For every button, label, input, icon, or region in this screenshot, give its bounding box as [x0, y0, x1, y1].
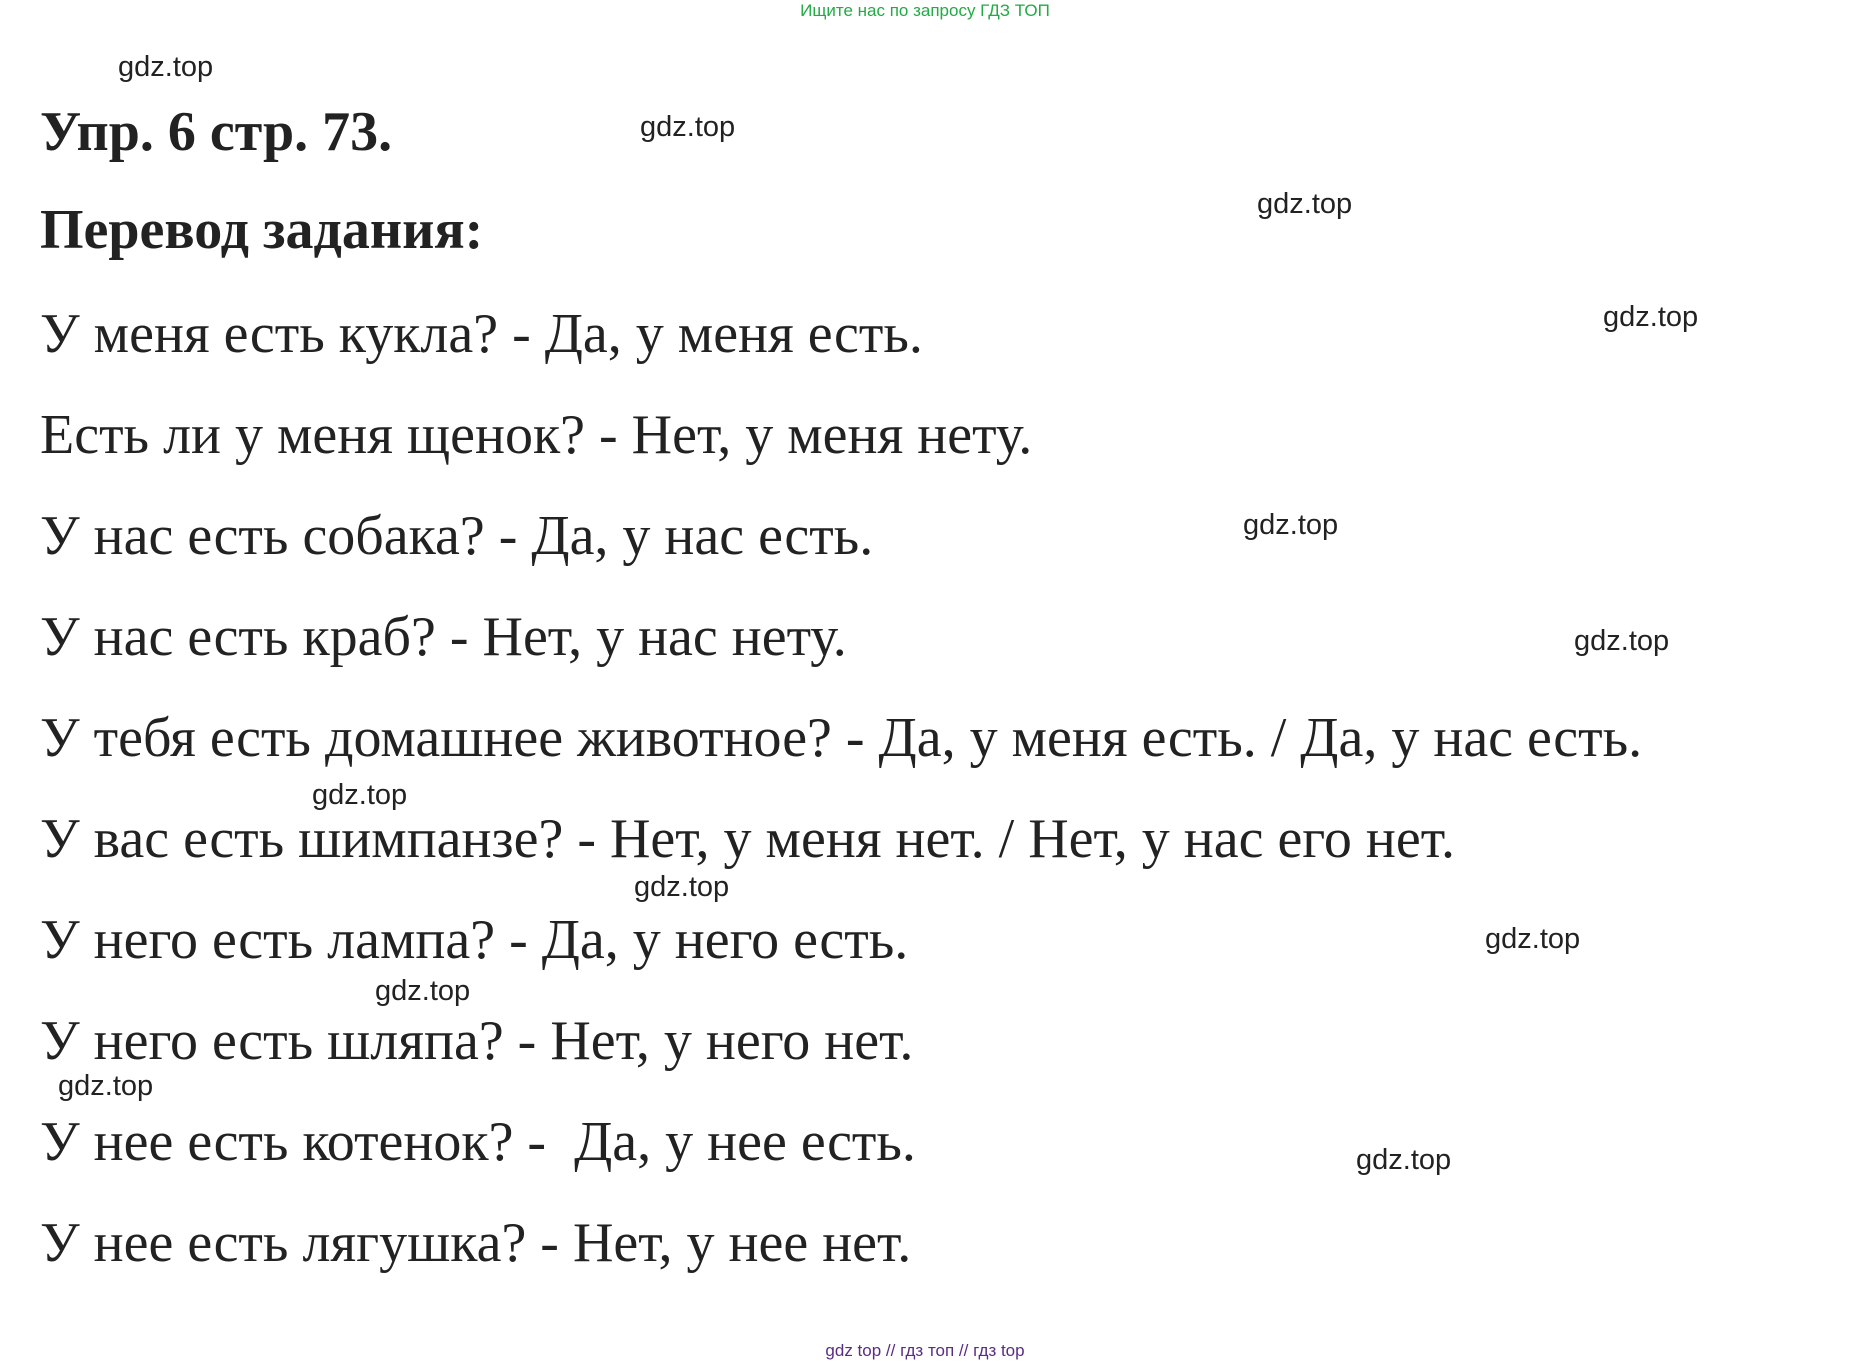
watermark: gdz.top — [634, 871, 730, 903]
watermark: gdz.top — [375, 975, 471, 1007]
watermark: gdz.top — [58, 1070, 154, 1102]
watermark: gdz.top — [118, 51, 214, 83]
translation-line: У тебя есть домашнее животное? - Да, у меня есть. / Да, у нас есть. — [40, 707, 1643, 769]
translation-heading: Перевод задания: — [40, 199, 484, 261]
translation-line: У нас есть краб? - Нет, у нас нету. — [40, 606, 847, 668]
top-banner: Ищите нас по запросу ГДЗ ТОП — [800, 1, 1050, 20]
watermark: gdz.top — [1356, 1144, 1452, 1176]
translation-line: У вас есть шимпанзе? - Нет, у меня нет. / Нет, у нас его нет. — [40, 808, 1455, 870]
watermark: gdz.top — [1574, 625, 1670, 657]
watermark: gdz.top — [312, 779, 408, 811]
footer-watermark: gdz top // гдз топ // гдз top — [825, 1341, 1025, 1360]
translation-line: У нее есть котенок? - Да, у нее есть. — [40, 1111, 916, 1173]
watermark: gdz.top — [1485, 923, 1581, 955]
translation-line: У него есть лампа? - Да, у него есть. — [40, 909, 909, 971]
watermark: gdz.top — [1243, 509, 1339, 541]
translation-line: У него есть шляпа? - Нет, у него нет. — [40, 1010, 914, 1072]
translation-line: Есть ли у меня щенок? - Нет, у меня нету. — [40, 404, 1033, 466]
translation-line: У меня есть кукла? - Да, у меня есть. — [40, 303, 923, 365]
watermark: gdz.top — [640, 111, 736, 143]
watermark: gdz.top — [1257, 188, 1353, 220]
translation-line: У нее есть лягушка? - Нет, у нее нет. — [40, 1212, 912, 1274]
watermark: gdz.top — [1603, 301, 1699, 333]
translation-line: У нас есть собака? - Да, у нас есть. — [40, 505, 874, 567]
exercise-title: Упр. 6 стр. 73. — [40, 101, 393, 163]
